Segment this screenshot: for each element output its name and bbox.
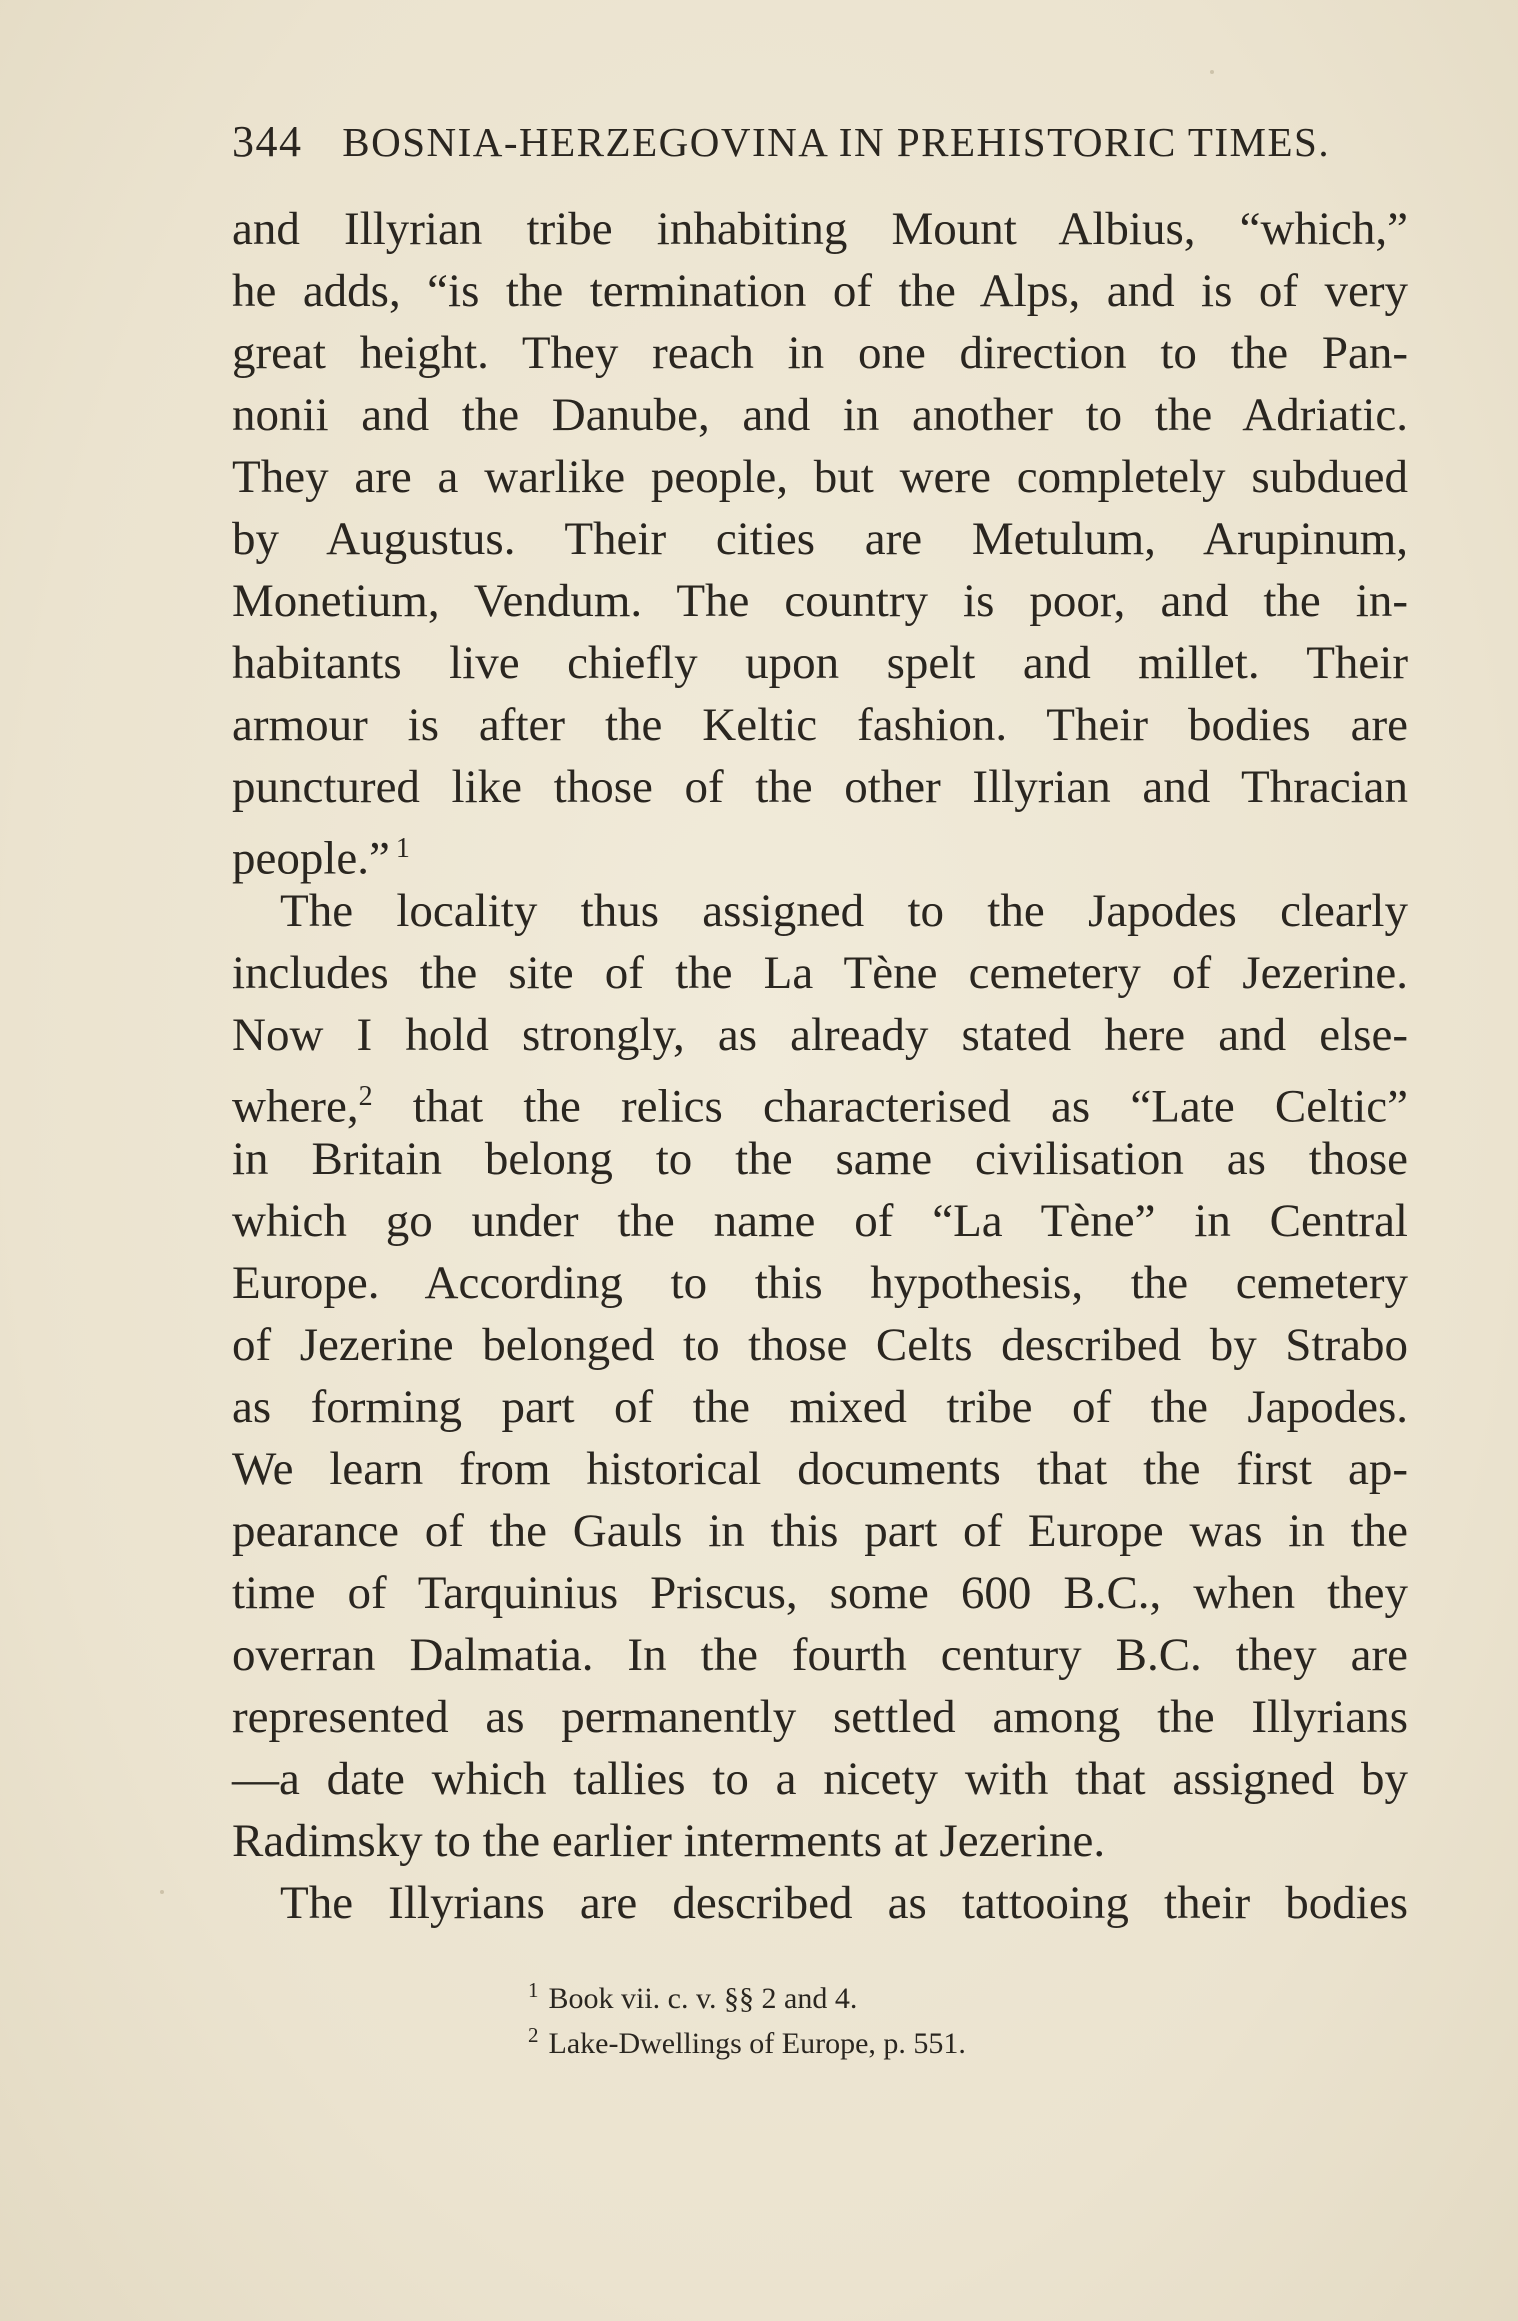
text-line-content: Radimsky to the earlier interments at Jezerine.: [232, 1815, 1106, 1867]
text-line: [232, 1748, 1408, 1810]
footnote-text: Book vii. c. v. §§ 2 and 4.: [548, 1982, 858, 2015]
text-line: [232, 198, 1408, 260]
text-line-content: as forming part of the mixed tribe of the Japodes.: [232, 1381, 1408, 1433]
text-line-content: by Augustus. Their cities are Metulum, Arupinum,: [232, 513, 1408, 565]
footnote-ref: 2: [358, 1081, 373, 1112]
text-line: [232, 260, 1408, 322]
footnote: [528, 1968, 1408, 2013]
text-line: [232, 1810, 1408, 1872]
body-text: [232, 198, 1408, 1934]
text-line-content: of Jezerine belonged to those Celts described by Strabo: [232, 1319, 1408, 1371]
text-line-content: They are a warlike people, but were completely subdued: [232, 451, 1408, 503]
footnote-ref: 1: [395, 833, 410, 864]
text-line: [232, 570, 1408, 632]
text-line: [232, 756, 1408, 818]
text-line: [232, 508, 1408, 570]
text-line-content: armour is after the Keltic fashion. Their bodies are: [232, 699, 1408, 751]
page-number: 344: [232, 117, 303, 166]
text-line-content: The locality thus assigned to the Japodes clearly: [280, 885, 1408, 937]
text-line: [232, 1376, 1408, 1438]
text-line-content: pearance of the Gauls in this part of Europe was in the: [232, 1505, 1408, 1557]
text-line-content: habitants live chiefly upon spelt and millet. Their: [232, 637, 1408, 689]
text-line-content: time of Tarquinius Priscus, some 600 B.C., when they: [232, 1567, 1408, 1619]
text-line: [232, 1872, 1408, 1934]
text-line-content: overran Dalmatia. In the fourth century B.C. they are: [232, 1629, 1408, 1681]
text-line-content: punctured like those of the other Illyrian and Thracian: [232, 761, 1408, 813]
text-line: [232, 446, 1408, 508]
text-line-content: in Britain belong to the same civilisation as those: [232, 1133, 1408, 1185]
text-line: [232, 384, 1408, 446]
text-line: [232, 818, 1408, 885]
running-head: [232, 112, 1331, 172]
text-line: [232, 1004, 1408, 1066]
text-line-content: We learn from historical documents that the first ap-: [232, 1443, 1408, 1495]
text-line-content: great height. They reach in one direction to the Pan-: [232, 327, 1408, 379]
footnote: [528, 2013, 1408, 2058]
text-line-content: which go under the name of “La Tène” in Central: [232, 1195, 1408, 1247]
text-line: [232, 1624, 1408, 1686]
text-line: [232, 1562, 1408, 1624]
text-line: [232, 1314, 1408, 1376]
text-line-content: people.”: [232, 832, 390, 885]
text-line-content: and Illyrian tribe inhabiting Mount Albius, “which,”: [232, 203, 1408, 255]
text-line-content: he adds, “is the termination of the Alps, and is of very: [232, 265, 1408, 317]
footnotes: [528, 1968, 1408, 2058]
text-line: [232, 694, 1408, 756]
text-line: [232, 1066, 1408, 1133]
text-line: [232, 1686, 1408, 1748]
paper-speck: [160, 1890, 164, 1894]
text-line-content: Europe. According to this hypothesis, the cemetery: [232, 1257, 1408, 1309]
text-line-content: nonii and the Danube, and in another to the Adriatic.: [232, 389, 1408, 441]
text-line-part: where,: [232, 1080, 359, 1133]
text-line-content: Now I hold strongly, as already stated here and else-: [232, 1009, 1408, 1061]
text-line: [232, 1500, 1408, 1562]
text-line: [232, 1190, 1408, 1252]
text-line: [232, 1252, 1408, 1314]
text-line-part: that the relics characterised as “Late Celtic”: [372, 1080, 1408, 1133]
footnote-mark: 1: [528, 1978, 539, 2002]
paper-speck: [1210, 70, 1214, 74]
text-line-content: represented as permanently settled among the Illyrians: [232, 1691, 1408, 1743]
footnote-mark: 2: [528, 2023, 539, 2047]
text-line: [232, 1438, 1408, 1500]
text-line-content: —a date which tallies to a nicety with that assigned by: [232, 1753, 1408, 1805]
footnote-text: Lake-Dwellings of Europe, p. 551.: [548, 2027, 966, 2060]
text-line-content: Monetium, Vendum. The country is poor, and the in-: [232, 575, 1408, 627]
text-line-content: includes the site of the La Tène cemetery of Jezerine.: [232, 947, 1408, 999]
running-head-title: BOSNIA-HERZEGOVINA IN PREHISTORIC TIMES.: [342, 119, 1331, 165]
text-line: [232, 1128, 1408, 1190]
text-line: [232, 942, 1408, 1004]
text-line: [232, 322, 1408, 384]
text-line: [232, 880, 1408, 942]
text-line-content: The Illyrians are described as tattooing their bodies: [280, 1877, 1408, 1929]
text-line: [232, 632, 1408, 694]
